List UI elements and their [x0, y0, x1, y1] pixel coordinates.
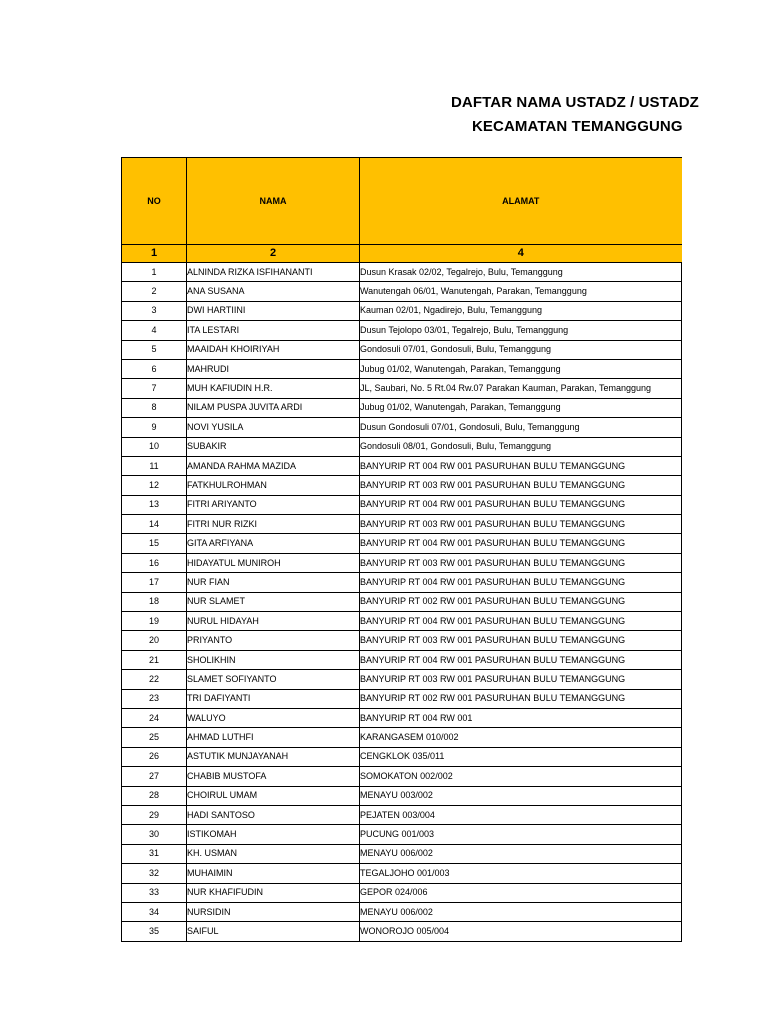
header-nama-number: 2	[187, 245, 360, 263]
cell-no: 30	[122, 825, 187, 844]
cell-nama: PRIYANTO	[187, 631, 360, 650]
cell-alamat: BANYURIP RT 004 RW 001 PASURUHAN BULU TEMANGGUNG	[360, 573, 682, 592]
cell-nama: NOVI YUSILA	[187, 418, 360, 437]
cell-alamat: Kauman 02/01, Ngadirejo, Bulu, Temanggung	[360, 301, 682, 320]
cell-no: 6	[122, 359, 187, 378]
cell-no: 20	[122, 631, 187, 650]
header-alamat-number: 4	[360, 245, 682, 263]
header-alamat: ALAMAT	[360, 158, 682, 245]
cell-no: 32	[122, 864, 187, 883]
cell-no: 28	[122, 786, 187, 805]
cell-alamat: BANYURIP RT 004 RW 001 PASURUHAN BULU TEMANGGUNG	[360, 495, 682, 514]
header-no: NO	[122, 158, 187, 245]
table-row	[122, 340, 682, 359]
table-row	[122, 883, 682, 902]
header-number-row	[122, 245, 682, 263]
document-subtitle: KECAMATAN TEMANGGUNG	[472, 118, 683, 135]
cell-nama: NURSIDIN	[187, 902, 360, 921]
table-row	[122, 534, 682, 553]
cell-alamat: WONOROJO 005/004	[360, 922, 682, 941]
cell-alamat: GEPOR 024/006	[360, 883, 682, 902]
cell-alamat: Dusun Krasak 02/02, Tegalrejo, Bulu, Temanggung	[360, 263, 682, 282]
cell-nama: HIDAYATUL MUNIROH	[187, 553, 360, 572]
cell-no: 4	[122, 321, 187, 340]
cell-no: 35	[122, 922, 187, 941]
cell-no: 1	[122, 263, 187, 282]
table-row	[122, 282, 682, 301]
cell-nama: MUHAIMIN	[187, 864, 360, 883]
cell-no: 18	[122, 592, 187, 611]
cell-no: 22	[122, 670, 187, 689]
cell-no: 21	[122, 650, 187, 669]
cell-nama: SHOLIKHIN	[187, 650, 360, 669]
table-row	[122, 553, 682, 572]
cell-nama: ALNINDA RIZKA ISFIHANANTI	[187, 263, 360, 282]
table-row	[122, 922, 682, 941]
cell-no: 25	[122, 728, 187, 747]
cell-alamat: MENAYU 003/002	[360, 786, 682, 805]
table-row	[122, 573, 682, 592]
cell-alamat: PEJATEN 003/004	[360, 805, 682, 824]
cell-alamat: Jubug 01/02, Wanutengah, Parakan, Temanggung	[360, 398, 682, 417]
cell-alamat: BANYURIP RT 003 RW 001 PASURUHAN BULU TEMANGGUNG	[360, 631, 682, 650]
cell-no: 31	[122, 844, 187, 863]
cell-alamat: BANYURIP RT 003 RW 001 PASURUHAN BULU TEMANGGUNG	[360, 515, 682, 534]
cell-nama: TRI DAFIYANTI	[187, 689, 360, 708]
table-row	[122, 825, 682, 844]
document-title: DAFTAR NAMA USTADZ / USTADZ	[451, 94, 699, 111]
table-row	[122, 301, 682, 320]
cell-alamat: Gondosuli 07/01, Gondosuli, Bulu, Temanggung	[360, 340, 682, 359]
table-row	[122, 864, 682, 883]
cell-nama: DWI HARTIINI	[187, 301, 360, 320]
cell-alamat: Dusun Tejolopo 03/01, Tegalrejo, Bulu, Temanggung	[360, 321, 682, 340]
cell-no: 11	[122, 456, 187, 475]
cell-alamat: Gondosuli 08/01, Gondosuli, Bulu, Temanggung	[360, 437, 682, 456]
table-row	[122, 495, 682, 514]
cell-nama: KH. USMAN	[187, 844, 360, 863]
table-row	[122, 747, 682, 766]
cell-alamat: MENAYU 006/002	[360, 902, 682, 921]
table-row	[122, 805, 682, 824]
cell-no: 26	[122, 747, 187, 766]
cell-nama: FITRI NUR RIZKI	[187, 515, 360, 534]
cell-alamat: JL, Saubari, No. 5 Rt.04 Rw.07 Parakan Kauman, Parakan, Temanggung	[360, 379, 682, 398]
table-row	[122, 689, 682, 708]
cell-nama: AHMAD LUTHFI	[187, 728, 360, 747]
cell-no: 17	[122, 573, 187, 592]
cell-nama: NUR KHAFIFUDIN	[187, 883, 360, 902]
table-row	[122, 708, 682, 727]
cell-no: 34	[122, 902, 187, 921]
cell-no: 14	[122, 515, 187, 534]
header-row	[122, 158, 682, 245]
cell-alamat: CENGKLOK 035/011	[360, 747, 682, 766]
cell-nama: NUR SLAMET	[187, 592, 360, 611]
cell-nama: CHOIRUL UMAM	[187, 786, 360, 805]
cell-no: 15	[122, 534, 187, 553]
cell-no: 9	[122, 418, 187, 437]
table-row	[122, 321, 682, 340]
ustadz-table	[121, 157, 682, 942]
cell-alamat: PUCUNG 001/003	[360, 825, 682, 844]
table-row	[122, 263, 682, 282]
cell-alamat: Jubug 01/02, Wanutengah, Parakan, Temanggung	[360, 359, 682, 378]
table-row	[122, 456, 682, 475]
table-row	[122, 650, 682, 669]
table-row	[122, 418, 682, 437]
table-row	[122, 631, 682, 650]
table-row	[122, 728, 682, 747]
cell-nama: SAIFUL	[187, 922, 360, 941]
table-row	[122, 398, 682, 417]
cell-alamat: BANYURIP RT 002 RW 001 PASURUHAN BULU TEMANGGUNG	[360, 689, 682, 708]
table-row	[122, 902, 682, 921]
cell-nama: NUR FIAN	[187, 573, 360, 592]
cell-nama: NILAM PUSPA JUVITA ARDI	[187, 398, 360, 417]
cell-no: 19	[122, 612, 187, 631]
cell-nama: ASTUTIK MUNJAYANAH	[187, 747, 360, 766]
cell-nama: NURUL HIDAYAH	[187, 612, 360, 631]
cell-nama: HADI SANTOSO	[187, 805, 360, 824]
cell-nama: CHABIB MUSTOFA	[187, 767, 360, 786]
cell-nama: SLAMET SOFIYANTO	[187, 670, 360, 689]
table-row	[122, 612, 682, 631]
table-row	[122, 437, 682, 456]
cell-no: 2	[122, 282, 187, 301]
cell-no: 33	[122, 883, 187, 902]
cell-nama: FATKHULROHMAN	[187, 476, 360, 495]
cell-no: 3	[122, 301, 187, 320]
table-row	[122, 670, 682, 689]
cell-alamat: TEGALJOHO 001/003	[360, 864, 682, 883]
table-row	[122, 767, 682, 786]
cell-alamat: BANYURIP RT 004 RW 001 PASURUHAN BULU TEMANGGUNG	[360, 650, 682, 669]
cell-no: 10	[122, 437, 187, 456]
cell-nama: ITA LESTARI	[187, 321, 360, 340]
cell-alamat: Dusun Gondosuli 07/01, Gondosuli, Bulu, Temanggung	[360, 418, 682, 437]
cell-alamat: BANYURIP RT 003 RW 001 PASURUHAN BULU TEMANGGUNG	[360, 553, 682, 572]
cell-nama: MAHRUDI	[187, 359, 360, 378]
cell-no: 16	[122, 553, 187, 572]
cell-alamat: Wanutengah 06/01, Wanutengah, Parakan, Temanggung	[360, 282, 682, 301]
cell-nama: SUBAKIR	[187, 437, 360, 456]
table-row	[122, 359, 682, 378]
header-nama: NAMA	[187, 158, 360, 245]
cell-no: 24	[122, 708, 187, 727]
cell-alamat: MENAYU 006/002	[360, 844, 682, 863]
cell-nama: GITA ARFIYANA	[187, 534, 360, 553]
table-row	[122, 592, 682, 611]
cell-nama: AMANDA RAHMA MAZIDA	[187, 456, 360, 475]
cell-nama: MUH KAFIUDIN H.R.	[187, 379, 360, 398]
cell-no: 29	[122, 805, 187, 824]
table-row	[122, 844, 682, 863]
cell-no: 27	[122, 767, 187, 786]
cell-alamat: BANYURIP RT 004 RW 001 PASURUHAN BULU TEMANGGUNG	[360, 456, 682, 475]
cell-alamat: BANYURIP RT 004 RW 001 PASURUHAN BULU TEMANGGUNG	[360, 534, 682, 553]
cell-alamat: SOMOKATON 002/002	[360, 767, 682, 786]
table-row	[122, 786, 682, 805]
cell-no: 23	[122, 689, 187, 708]
cell-no: 7	[122, 379, 187, 398]
cell-alamat: BANYURIP RT 003 RW 001 PASURUHAN BULU TEMANGGUNG	[360, 476, 682, 495]
table-row	[122, 476, 682, 495]
cell-no: 12	[122, 476, 187, 495]
cell-alamat: BANYURIP RT 004 RW 001	[360, 708, 682, 727]
header-no-number: 1	[122, 245, 187, 263]
cell-alamat: BANYURIP RT 003 RW 001 PASURUHAN BULU TEMANGGUNG	[360, 670, 682, 689]
table-row	[122, 379, 682, 398]
cell-no: 13	[122, 495, 187, 514]
cell-no: 8	[122, 398, 187, 417]
cell-alamat: BANYURIP RT 002 RW 001 PASURUHAN BULU TEMANGGUNG	[360, 592, 682, 611]
cell-no: 5	[122, 340, 187, 359]
cell-nama: WALUYO	[187, 708, 360, 727]
cell-nama: FITRI ARIYANTO	[187, 495, 360, 514]
table-row	[122, 515, 682, 534]
cell-nama: ISTIKOMAH	[187, 825, 360, 844]
cell-nama: ANA SUSANA	[187, 282, 360, 301]
cell-nama: MAAIDAH KHOIRIYAH	[187, 340, 360, 359]
cell-alamat: BANYURIP RT 004 RW 001 PASURUHAN BULU TEMANGGUNG	[360, 612, 682, 631]
cell-alamat: KARANGASEM 010/002	[360, 728, 682, 747]
